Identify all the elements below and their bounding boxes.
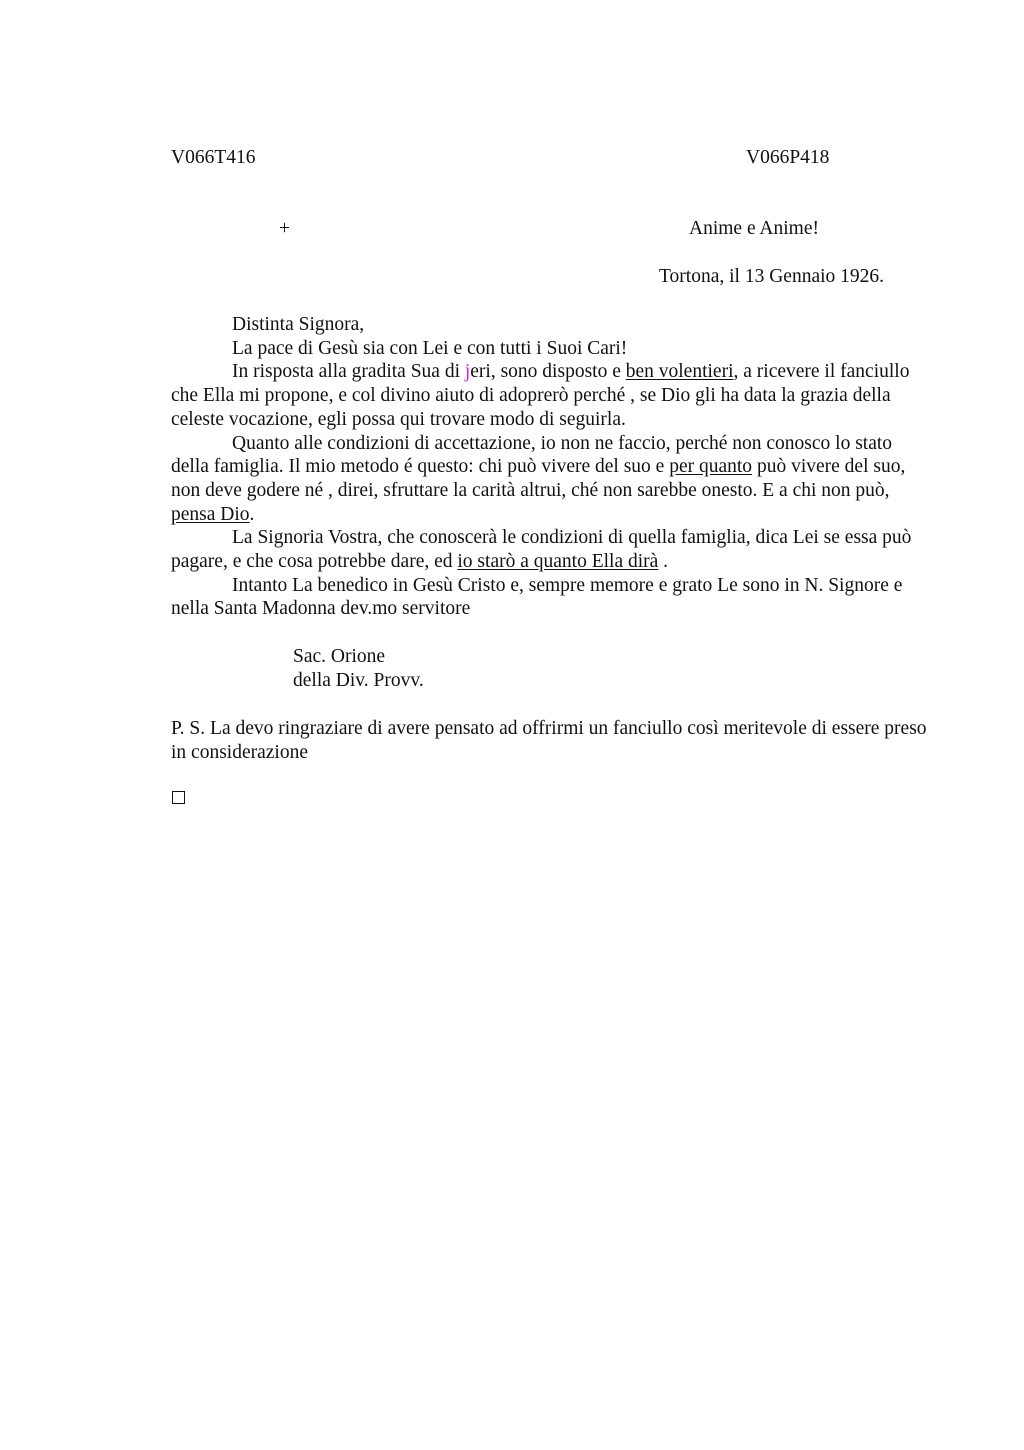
- text-span: , a ricevere il fanciullo che Ella mi propone, e col divino aiuto di adoprerò perché , se Dio gli ha data la grazia della celeste vocazione, egli possa qui trovare modo di seguirla.: [171, 361, 910, 430]
- signature-block: [293, 645, 424, 693]
- underlined-text: ben volentieri: [625, 361, 734, 383]
- text-span: .: [249, 503, 255, 525]
- signature-title: della Div. Provv.: [293, 670, 424, 691]
- paragraph-3: [171, 526, 931, 573]
- text-span: può vivere del suo, non deve godere né , direi, sfruttare la carità altrui, ché non sarebbe onesto. E a chi non può,: [171, 456, 906, 501]
- greeting: La pace di Gesù sia con Lei e con tutti i Suoi Cari!: [232, 337, 628, 359]
- text-span: La Signoria Vostra, che conoscerà le condizioni di quella famiglia, dica Lei se essa può pagare, e che cosa potrebbe dare, ed: [171, 527, 912, 573]
- salutation: Distinta Signora,: [232, 314, 365, 335]
- document-code-right: V066P418: [746, 147, 830, 168]
- motto: Anime e Anime!: [689, 218, 819, 239]
- paragraph-4: Intanto La benedico in Gesù Cristo e, sempre memore e grato Le sono in N. Signore e nella Santa Madonna dev.mo servitore: [171, 574, 903, 620]
- underlined-text: pensa Dio: [171, 503, 250, 525]
- underlined-text: per quanto: [669, 456, 753, 478]
- highlighted-letter: j: [464, 361, 471, 383]
- signature-name: Sac. Orione: [293, 646, 386, 667]
- postscript: P. S. La devo ringraziare di avere pensato ad offrirmi un fanciullo così meritevole di essere preso in considerazione: [171, 718, 927, 763]
- text-span: Quanto alle condizioni di accettazione, io non ne faccio, perché non conosco lo stato della famiglia. Il mio metodo é questo: chi può vivere del suo e: [171, 432, 893, 478]
- paragraph-2: [171, 432, 931, 527]
- place-date: Tortona, il 13 Gennaio 1926.: [659, 266, 885, 287]
- underlined-text: io starò a quanto Ella dirà: [457, 551, 659, 573]
- paragraph-1: [171, 360, 931, 431]
- letter-body: [171, 313, 931, 621]
- text-span: In risposta alla gradita Sua di: [232, 361, 465, 383]
- text-span: .: [658, 551, 669, 573]
- cross-symbol: +: [279, 218, 290, 239]
- text-span: eri, sono disposto e: [470, 361, 626, 383]
- document-code-left: V066T416: [171, 147, 256, 168]
- square-symbol: [172, 791, 185, 804]
